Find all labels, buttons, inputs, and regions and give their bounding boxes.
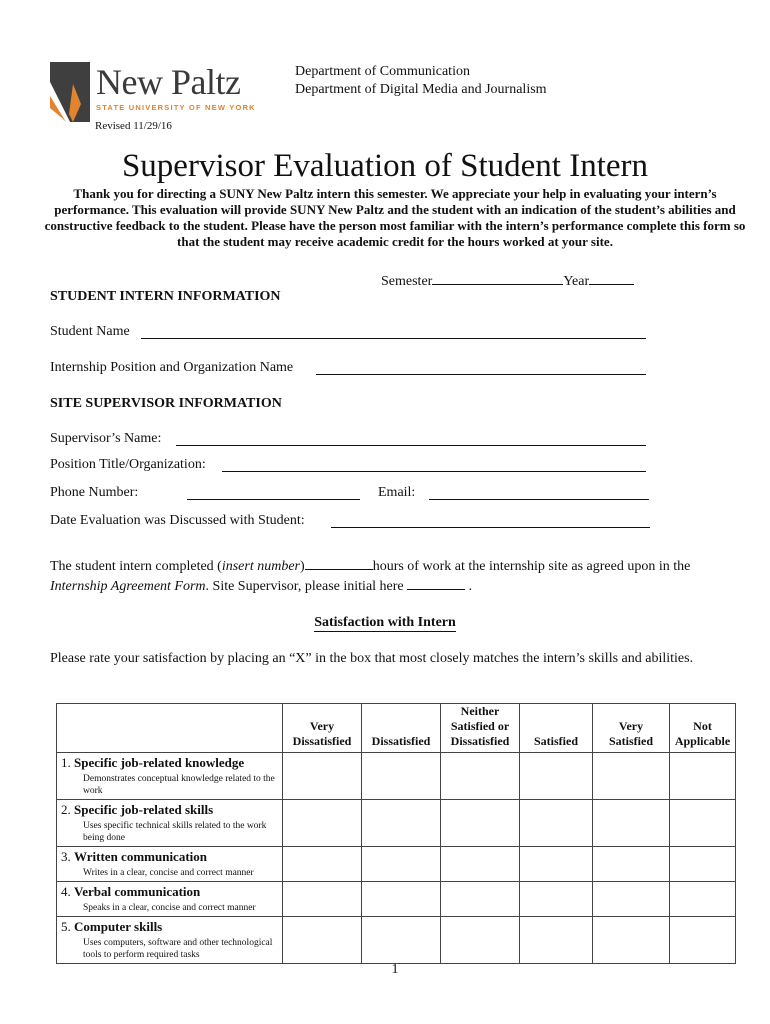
- year-field[interactable]: [589, 271, 634, 285]
- page-title: Supervisor Evaluation of Student Intern: [121, 148, 649, 184]
- item-cell: [57, 917, 283, 964]
- rating-box[interactable]: [362, 753, 441, 800]
- rating-box[interactable]: [520, 753, 593, 800]
- initial-field[interactable]: [407, 576, 465, 590]
- internship-position-field[interactable]: [316, 374, 646, 375]
- rating-instructions: Please rate your satisfaction by placing an “X” in the box that most closely matches the intern’s skills and abilities.: [50, 651, 694, 666]
- hours-text-2: ): [300, 559, 305, 574]
- rating-box[interactable]: [670, 882, 736, 917]
- internship-agreement-form: Internship Agreement Form: [50, 579, 206, 594]
- semester-label: Semester: [381, 274, 433, 289]
- header-line: Dissatisfied: [292, 734, 352, 748]
- rating-box[interactable]: [670, 753, 736, 800]
- rating-header-row: [57, 704, 736, 753]
- satisfaction-heading-text: Satisfaction with Intern: [314, 615, 456, 630]
- rating-box[interactable]: [593, 917, 670, 964]
- hours-text-end: .: [468, 579, 473, 594]
- new-paltz-logo-mark: [50, 62, 92, 122]
- rating-table: [56, 703, 736, 964]
- rating-box[interactable]: [283, 753, 362, 800]
- rating-box[interactable]: [362, 800, 441, 847]
- rating-box[interactable]: [283, 917, 362, 964]
- header-line: Neither: [460, 704, 500, 718]
- rating-box[interactable]: [441, 882, 520, 917]
- hours-text-4: . Site Supervisor, please initial here: [205, 579, 404, 594]
- header-line: Applicable: [674, 734, 731, 748]
- rating-box[interactable]: [520, 882, 593, 917]
- header-very-satisfied: [593, 704, 670, 753]
- rating-box[interactable]: [520, 917, 593, 964]
- header-line: Satisfied: [533, 734, 578, 748]
- header-very-dissatisfied: [283, 704, 362, 753]
- phone-label: Phone Number:: [50, 485, 139, 500]
- supervisor-name-label: Supervisor’s Name:: [50, 431, 162, 446]
- student-name-field[interactable]: [141, 338, 646, 339]
- item-number: 5.: [61, 919, 71, 934]
- rating-box[interactable]: [593, 882, 670, 917]
- item-description: Writes in a clear, concise and correct manner: [83, 868, 254, 878]
- header-satisfied: [520, 704, 593, 753]
- table-row: [57, 800, 736, 847]
- item-title: Specific job-related knowledge: [74, 755, 245, 770]
- item-title: Computer skills: [74, 919, 163, 934]
- table-row: [57, 847, 736, 882]
- header-line: Satisfied or: [450, 719, 510, 733]
- rating-box[interactable]: [670, 847, 736, 882]
- hours-paragraph: [50, 556, 750, 596]
- date-discussed-field[interactable]: [331, 527, 650, 528]
- email-label: Email:: [378, 485, 416, 500]
- item-description: Uses specific technical skills related to the work being done: [83, 821, 267, 843]
- header-line: Dissatisfied: [450, 734, 510, 748]
- rating-box[interactable]: [520, 800, 593, 847]
- rating-box[interactable]: [283, 882, 362, 917]
- hours-text-1: The student intern completed (: [50, 559, 222, 574]
- item-number: 1.: [61, 755, 71, 770]
- page-number: 1: [391, 962, 399, 977]
- item-description: Speaks in a clear, concise and correct manner: [83, 903, 256, 913]
- logo-name: New Paltz: [96, 62, 241, 102]
- item-number: 2.: [61, 802, 71, 817]
- rating-box[interactable]: [441, 800, 520, 847]
- rating-box[interactable]: [441, 917, 520, 964]
- year-label: Year: [563, 274, 590, 289]
- table-row: [57, 882, 736, 917]
- rating-box[interactable]: [593, 847, 670, 882]
- supervisor-name-field[interactable]: [176, 445, 646, 446]
- student-name-label: Student Name: [50, 324, 130, 339]
- header-blank: [57, 704, 283, 753]
- rating-box[interactable]: [283, 847, 362, 882]
- header-neither: [441, 704, 520, 753]
- rating-box[interactable]: [593, 753, 670, 800]
- hours-field[interactable]: [305, 556, 373, 570]
- header-dissatisfied: [362, 704, 441, 753]
- email-field[interactable]: [429, 499, 649, 500]
- header-line: Very: [309, 719, 335, 733]
- student-info-heading: STUDENT INTERN INFORMATION: [50, 289, 281, 304]
- internship-position-label: Internship Position and Organization Name: [50, 360, 294, 375]
- rating-box[interactable]: [362, 917, 441, 964]
- revised-date: Revised 11/29/16: [95, 120, 172, 132]
- rating-box[interactable]: [593, 800, 670, 847]
- rating-box[interactable]: [441, 753, 520, 800]
- rating-box[interactable]: [362, 882, 441, 917]
- rating-box[interactable]: [283, 800, 362, 847]
- table-row: [57, 917, 736, 964]
- item-cell: [57, 753, 283, 800]
- item-description: Uses computers, software and other technological tools to perform required tasks: [83, 938, 273, 960]
- phone-field[interactable]: [187, 499, 360, 500]
- rating-box[interactable]: [670, 917, 736, 964]
- supervisor-info-heading: SITE SUPERVISOR INFORMATION: [50, 396, 282, 411]
- date-discussed-label: Date Evaluation was Discussed with Student:: [50, 513, 305, 528]
- hours-text-3: hours of work at the internship site as agreed upon in the: [372, 559, 691, 574]
- header-not-applicable: [670, 704, 736, 753]
- item-cell: [57, 800, 283, 847]
- item-number: 4.: [61, 884, 71, 899]
- rating-box[interactable]: [520, 847, 593, 882]
- item-title: Verbal communication: [74, 884, 201, 899]
- header-line: Very: [618, 719, 644, 733]
- rating-box[interactable]: [441, 847, 520, 882]
- semester-year-row: [381, 271, 634, 290]
- header-line: Not: [693, 719, 712, 733]
- intro-paragraph: Thank you for directing a SUNY New Paltz intern this semester. We appreciate your help in evaluating your intern’s performance. This evaluation will provide SUNY New Paltz and the student with an indication of the student’s abilities and constructive feedback to the student. Please have the person most familiar with the intern’s performance complete this form so that the student may receive academic credit for the hours worked at your site.: [44, 186, 746, 249]
- hours-insert-number: insert number: [221, 559, 301, 574]
- item-description: Demonstrates conceptual knowledge related to the work: [83, 774, 275, 796]
- item-cell: [57, 847, 283, 882]
- header-line: Dissatisfied: [371, 734, 431, 748]
- item-cell: [57, 882, 283, 917]
- position-title-label: Position Title/Organization:: [50, 457, 206, 472]
- item-title: Specific job-related skills: [74, 802, 214, 817]
- semester-field[interactable]: [432, 271, 563, 285]
- logo-subtitle: STATE UNIVERSITY OF NEW YORK: [96, 103, 256, 112]
- department-communication: Department of Communication: [295, 64, 470, 79]
- header-line: Satisfied: [608, 734, 653, 748]
- item-title: Written communication: [74, 849, 207, 864]
- position-title-field[interactable]: [222, 471, 646, 472]
- department-digital-media: Department of Digital Media and Journalism: [295, 82, 547, 97]
- item-number: 3.: [61, 849, 71, 864]
- rating-box[interactable]: [670, 800, 736, 847]
- satisfaction-heading: [0, 615, 770, 631]
- table-row: [57, 753, 736, 800]
- rating-box[interactable]: [362, 847, 441, 882]
